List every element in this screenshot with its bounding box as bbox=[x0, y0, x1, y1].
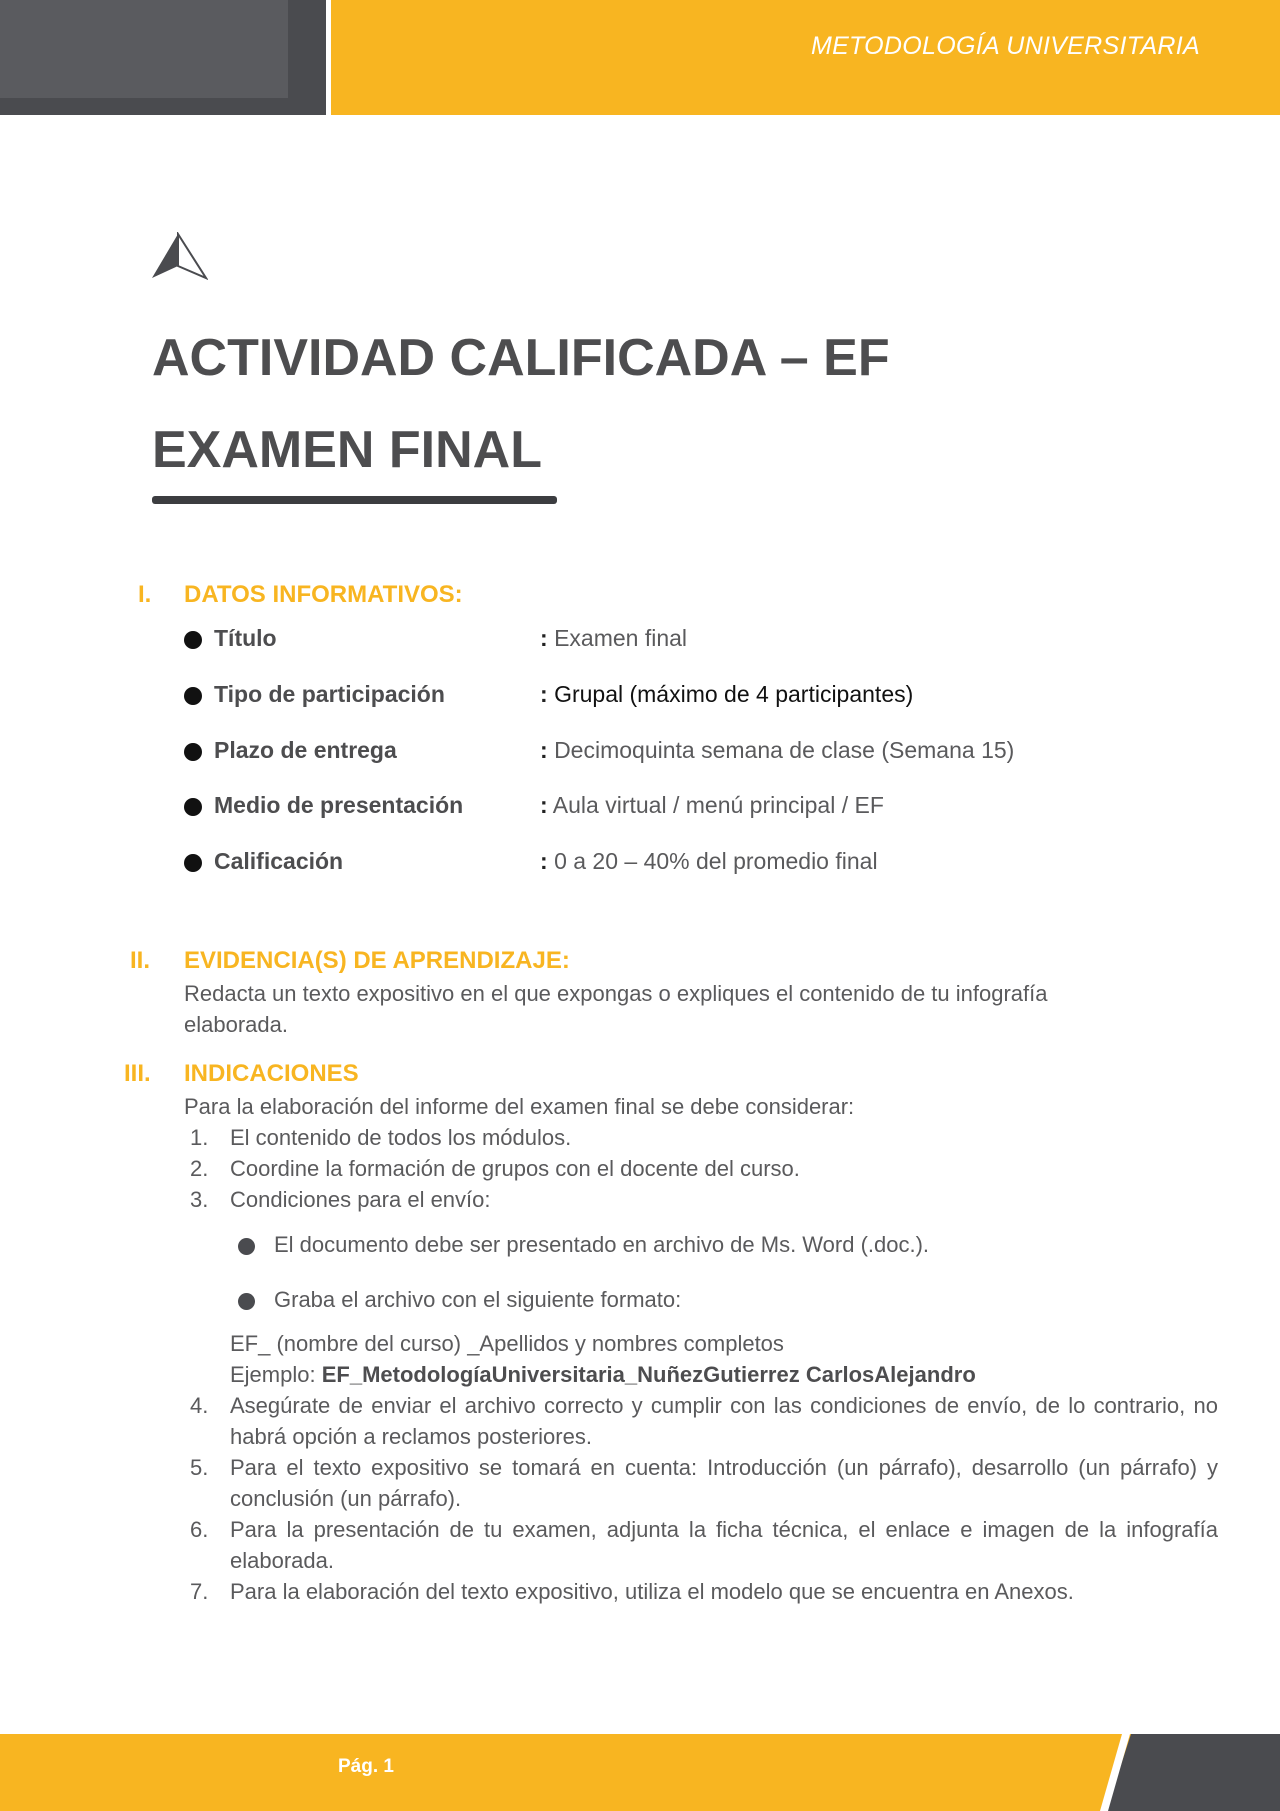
header-dark-inner bbox=[0, 0, 288, 98]
bullet-icon bbox=[184, 798, 202, 816]
bullet-icon bbox=[238, 1293, 255, 1310]
bullet-icon bbox=[184, 631, 202, 649]
footer-yellow-band bbox=[0, 1734, 1132, 1811]
header-dark-block bbox=[0, 0, 326, 115]
info-value: : Grupal (máximo de 4 participantes) bbox=[540, 681, 914, 707]
info-label: Calificación bbox=[214, 848, 344, 874]
info-label: Medio de presentación bbox=[214, 792, 464, 818]
bullet-icon bbox=[184, 743, 202, 761]
course-name: METODOLOGÍA UNIVERSITARIA bbox=[810, 32, 1200, 60]
arrow-logo-icon bbox=[152, 232, 208, 280]
section3-number: III. bbox=[124, 1060, 151, 1087]
info-row-plazo bbox=[184, 737, 1084, 769]
info-value: : 0 a 20 – 40% del promedio final bbox=[540, 848, 878, 874]
info-label: Tipo de participación bbox=[214, 681, 445, 707]
page-number: Pág. 1 bbox=[338, 1756, 394, 1777]
info-label: Plazo de entrega bbox=[214, 737, 397, 763]
info-value: : Decimoquinta semana de clase (Semana 15) bbox=[540, 737, 1015, 763]
bullet-icon bbox=[184, 687, 202, 705]
info-row-tipo bbox=[184, 681, 1084, 713]
footer-dark-block bbox=[1106, 1734, 1280, 1811]
info-value: : Aula virtual / menú principal / EF bbox=[540, 792, 884, 818]
info-value: : Examen final bbox=[540, 625, 688, 651]
section2-text: Redacta un texto expositivo en el que expongas o expliques el contenido de tu infografía elaborada. bbox=[184, 981, 1048, 1037]
section1-title: DATOS INFORMATIVOS: bbox=[184, 581, 463, 608]
info-row-titulo bbox=[184, 625, 1084, 657]
section3-intro: Para la elaboración del informe del examen final se debe considerar: bbox=[184, 1094, 855, 1119]
section1-number: I. bbox=[138, 581, 152, 608]
section3-title: INDICACIONES bbox=[184, 1060, 359, 1087]
page-title-line1: ACTIVIDAD CALIFICADA – EF bbox=[152, 329, 890, 387]
example-filename: EF_MetodologíaUniversitaria_NuñezGutierrez CarlosAlejandro bbox=[321, 1362, 976, 1387]
bullet-icon bbox=[184, 854, 202, 872]
section2-number: II. bbox=[130, 947, 151, 974]
file-format-line: EF_ (nombre del curso) _Apellidos y nombres completos bbox=[230, 1331, 784, 1356]
title-underline bbox=[152, 496, 557, 504]
info-label: Título bbox=[214, 625, 277, 651]
bullet-icon bbox=[238, 1238, 255, 1255]
section2-title: EVIDENCIA(S) DE APRENDIZAJE: bbox=[184, 947, 570, 974]
info-row-calificacion bbox=[184, 848, 1084, 880]
page-title-line2: EXAMEN FINAL bbox=[152, 421, 542, 479]
file-format-example: Ejemplo: EF_MetodologíaUniversitaria_NuñezGutierrez CarlosAlejandro bbox=[230, 1362, 976, 1387]
info-row-medio bbox=[184, 792, 1084, 824]
